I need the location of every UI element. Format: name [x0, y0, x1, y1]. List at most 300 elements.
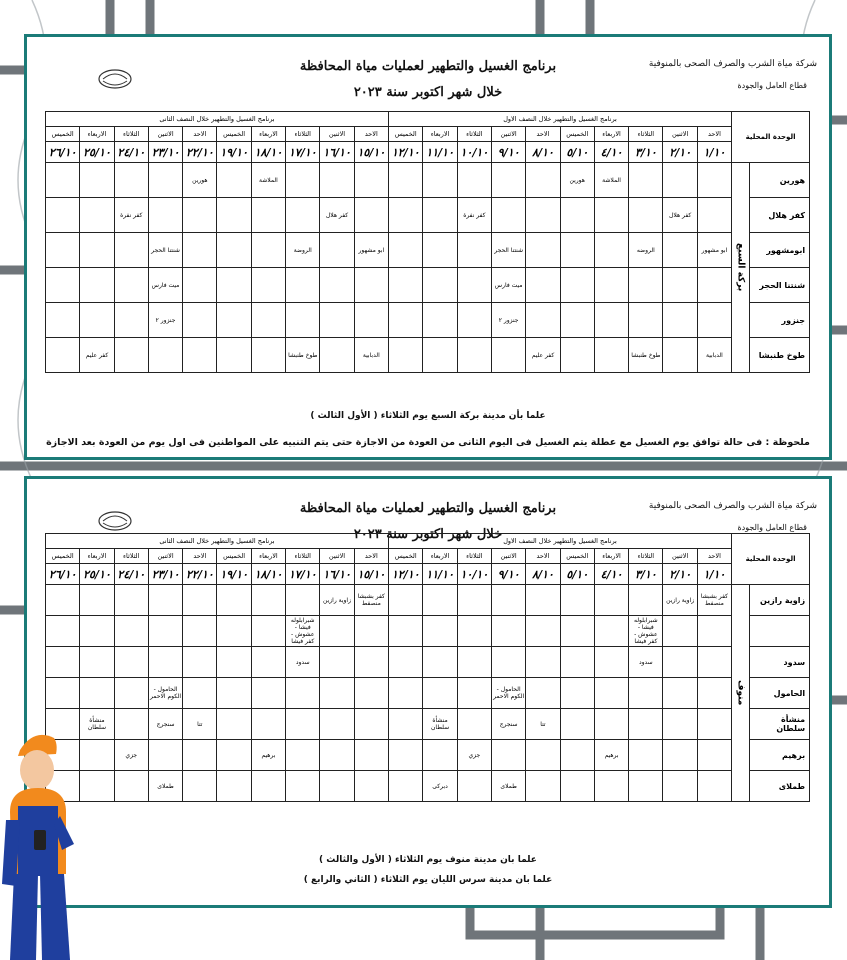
schedule-cell — [320, 616, 354, 647]
worker-illustration — [0, 724, 92, 960]
schedule-cell — [697, 268, 731, 303]
schedule-cell — [594, 303, 628, 338]
schedule-cell — [320, 709, 354, 740]
schedule-cell: برهيم — [594, 740, 628, 771]
schedule-cell — [697, 198, 731, 233]
day-header: الخميس — [388, 549, 422, 564]
group-name: بركة السبع — [732, 163, 750, 373]
group-name: منوف — [732, 585, 750, 802]
schedule-cell — [457, 647, 491, 678]
schedule-cell — [354, 709, 388, 740]
schedule-cell — [423, 268, 457, 303]
schedule-cell — [80, 163, 114, 198]
schedule-cell — [114, 647, 148, 678]
schedule-cell — [492, 616, 526, 647]
schedule-cell — [629, 163, 663, 198]
schedule-cell — [388, 771, 422, 802]
schedule-cell — [286, 198, 320, 233]
schedule-cell — [183, 585, 217, 616]
schedule-cell — [286, 163, 320, 198]
day-header: الاحد — [526, 127, 560, 142]
date-header: ٢٤/١٠ — [114, 564, 148, 585]
unit-name — [750, 616, 810, 647]
schedule-cell — [457, 771, 491, 802]
schedule-cell — [629, 771, 663, 802]
schedule-cell: شبرابلوله فيشا - عشوش - كفر فيشا — [286, 616, 320, 647]
schedule-cell — [388, 678, 422, 709]
schedule-cell — [148, 616, 182, 647]
schedule-cell — [560, 338, 594, 373]
schedule-cell — [629, 678, 663, 709]
date-header: ١٩/١٠ — [217, 564, 251, 585]
schedule-cell — [217, 268, 251, 303]
date-header: ١٧/١٠ — [286, 564, 320, 585]
holiday-note: ملحوظة : فى حالة توافق يوم الغسيل مع عطلة يتم الغسيل فى اليوم الثانى من العودة من الاجازة حتى يتم التنبيه على المواطنين فى اول يوم من العودة بعد الاجازة — [46, 437, 810, 448]
table-row — [46, 616, 810, 647]
schedule-cell — [286, 268, 320, 303]
sector-name: قطاع العامل والجودة — [737, 81, 807, 90]
schedule-cell — [594, 233, 628, 268]
day-header: الخميس — [560, 127, 594, 142]
date-header: ٢٣/١٠ — [148, 142, 182, 163]
page-subtitle: خلال شهر اكتوبر سنة ٢٠٢٣ — [353, 85, 503, 100]
schedule-cell: ابو مشهور — [697, 233, 731, 268]
schedule-cell — [114, 616, 148, 647]
date-header: ١٧/١٠ — [286, 142, 320, 163]
unit-column-header: الوحدة المحلية — [732, 534, 810, 585]
schedule-cell — [560, 771, 594, 802]
schedule-cell — [114, 771, 148, 802]
schedule-cell — [526, 647, 560, 678]
day-header: الاربعاء — [594, 127, 628, 142]
schedule-cell — [663, 740, 697, 771]
schedule-cell — [697, 709, 731, 740]
schedule-cell: زاوية رازين — [320, 585, 354, 616]
schedule-cell — [492, 740, 526, 771]
schedule-cell: طوخ طنبشا — [629, 338, 663, 373]
first-half-header: برنامج الغسيل والتطهير خلال النصف الاول — [388, 534, 731, 549]
schedule-cell — [46, 163, 80, 198]
schedule-cell — [526, 198, 560, 233]
schedule-cell — [594, 771, 628, 802]
city-note: علما بأن مدينة بركة السبع يوم الثلاثاء ( الأول الثالث ) — [310, 411, 546, 421]
day-header: الاثنين — [320, 549, 354, 564]
schedule-cell: برهيم — [251, 740, 285, 771]
schedule-cell — [251, 338, 285, 373]
schedule-cell: جزي — [114, 740, 148, 771]
first-half-header: برنامج الغسيل والتطهير خلال النصف الاول — [388, 112, 731, 127]
schedule-cell — [251, 678, 285, 709]
schedule-cell — [183, 678, 217, 709]
schedule-cell — [560, 709, 594, 740]
day-header: الاربعاء — [80, 127, 114, 142]
schedule-cell — [423, 198, 457, 233]
schedule-cell — [320, 163, 354, 198]
day-header: الثلاثاء — [286, 549, 320, 564]
schedule-cell — [457, 338, 491, 373]
schedule-cell — [457, 163, 491, 198]
schedule-cell — [286, 709, 320, 740]
schedule-cell — [251, 198, 285, 233]
schedule-cell: شنتنا الحجر — [492, 233, 526, 268]
schedule-cell — [388, 233, 422, 268]
schedule-cell — [354, 616, 388, 647]
date-header: ١١/١٠ — [423, 564, 457, 585]
schedule-cell — [183, 303, 217, 338]
schedule-cell — [629, 268, 663, 303]
schedule-cell — [697, 163, 731, 198]
page-title: برنامج الغسيل والتطهير لعمليات مياة المحافظة — [299, 501, 557, 516]
schedule-cell — [560, 678, 594, 709]
day-header: الخميس — [388, 127, 422, 142]
schedule-cell: كفر بشبشا منصفط — [354, 585, 388, 616]
schedule-cell — [526, 678, 560, 709]
date-header: ٢٥/١٠ — [80, 142, 114, 163]
unit-name: ابومشهور — [750, 233, 810, 268]
schedule-cell — [594, 198, 628, 233]
schedule-cell: كفر نفرة — [457, 198, 491, 233]
schedule-cell — [320, 678, 354, 709]
date-header: ٢٢/١٠ — [183, 142, 217, 163]
schedule-cell — [560, 647, 594, 678]
schedule-cell: الملاشة — [594, 163, 628, 198]
day-header: الثلاثاء — [457, 127, 491, 142]
day-header: الخميس — [217, 127, 251, 142]
company-name: شركة مياة الشرب والصرف الصحى بالمنوفية — [648, 59, 817, 69]
schedule-cell: هورين — [183, 163, 217, 198]
day-header: الخميس — [217, 549, 251, 564]
schedule-cell — [114, 678, 148, 709]
schedule-cell — [183, 771, 217, 802]
schedule-cell — [320, 740, 354, 771]
schedule-cell — [423, 616, 457, 647]
schedule-cell — [594, 268, 628, 303]
schedule-cell: الملاشة — [251, 163, 285, 198]
schedule-cell: كفر عليم — [80, 338, 114, 373]
schedule-cell — [183, 740, 217, 771]
schedule-cell — [594, 709, 628, 740]
table-row — [46, 198, 810, 233]
schedule-cell — [114, 338, 148, 373]
schedule-cell: جنزور ٢ — [492, 303, 526, 338]
day-header: الاثنين — [663, 549, 697, 564]
table-row — [46, 678, 810, 709]
schedule-cell — [320, 771, 354, 802]
schedule-cell — [320, 647, 354, 678]
schedule-cell — [354, 268, 388, 303]
date-header: ١٩/١٠ — [217, 142, 251, 163]
schedule-cell — [663, 268, 697, 303]
schedule-cell — [80, 585, 114, 616]
schedule-cell — [114, 268, 148, 303]
date-header: ٥/١٠ — [560, 142, 594, 163]
date-header: ١١/١٠ — [423, 142, 457, 163]
date-header: ١٨/١٠ — [251, 142, 285, 163]
company-name: شركة مياة الشرب والصرف الصحى بالمنوفية — [648, 501, 817, 511]
schedule-cell — [80, 268, 114, 303]
schedule-table — [45, 533, 810, 802]
date-header: ٢٢/١٠ — [183, 564, 217, 585]
schedule-cell — [423, 303, 457, 338]
schedule-cell — [80, 303, 114, 338]
day-header: الاربعاء — [423, 127, 457, 142]
second-half-header: برنامج الغسيل والتطهير خلال النصف الثانى — [46, 112, 389, 127]
date-header: ١٠/١٠ — [457, 564, 491, 585]
day-header: الثلاثاء — [629, 549, 663, 564]
unit-name: شنتنا الحجر — [750, 268, 810, 303]
date-header: ٢٦/١٠ — [46, 564, 80, 585]
schedule-cell — [492, 198, 526, 233]
table-row — [46, 163, 810, 198]
schedule-cell — [251, 585, 285, 616]
schedule-cell — [663, 647, 697, 678]
schedule-cell — [251, 771, 285, 802]
date-header: ١٥/١٠ — [354, 142, 388, 163]
schedule-cell — [354, 163, 388, 198]
schedule-cell — [423, 585, 457, 616]
schedule-cell: طملاى — [148, 771, 182, 802]
schedule-cell — [526, 268, 560, 303]
day-header: الثلاثاء — [114, 549, 148, 564]
day-header: الاربعاء — [594, 549, 628, 564]
schedule-cell: الحامول - الكوم الاحمر — [148, 678, 182, 709]
schedule-cell — [46, 268, 80, 303]
schedule-cell — [560, 303, 594, 338]
unit-name: برهيم — [750, 740, 810, 771]
day-header: الاثنين — [320, 127, 354, 142]
schedule-cell: كفر هلال — [663, 198, 697, 233]
schedule-cell — [388, 647, 422, 678]
schedule-cell — [183, 233, 217, 268]
date-header: ٢٤/١٠ — [114, 142, 148, 163]
date-header: ٣/١٠ — [629, 564, 663, 585]
day-header: الخميس — [560, 549, 594, 564]
schedule-cell: منشأة سلطان — [423, 709, 457, 740]
date-header: ١٨/١٠ — [251, 564, 285, 585]
schedule-cell — [251, 268, 285, 303]
schedule-sheet-2 — [24, 476, 832, 908]
schedule-cell — [388, 616, 422, 647]
day-header: الثلاثاء — [114, 127, 148, 142]
table-row — [46, 303, 810, 338]
schedule-cell — [183, 268, 217, 303]
unit-name: الحامول — [750, 678, 810, 709]
date-header: ٩/١٠ — [492, 142, 526, 163]
schedule-cell: كفر نفرة — [114, 198, 148, 233]
day-header: الاحد — [697, 127, 731, 142]
schedule-cell — [388, 709, 422, 740]
unit-name: كفر هلال — [750, 198, 810, 233]
schedule-cell: كفر عليم — [526, 338, 560, 373]
date-header: ٢٥/١٠ — [80, 564, 114, 585]
schedule-sheet-1 — [24, 34, 832, 460]
sector-name: قطاع العامل والجودة — [737, 523, 807, 532]
unit-column-header: الوحدة المحلية — [732, 112, 810, 163]
schedule-cell — [46, 678, 80, 709]
date-header: ١٦/١٠ — [320, 564, 354, 585]
schedule-cell — [663, 233, 697, 268]
page-subtitle: خلال شهر اكتوبر سنة ٢٠٢٣ — [353, 527, 503, 542]
schedule-cell — [697, 303, 731, 338]
date-header: ٢٦/١٠ — [46, 142, 80, 163]
schedule-cell — [560, 585, 594, 616]
day-header: الاربعاء — [80, 549, 114, 564]
schedule-cell — [320, 303, 354, 338]
day-header: الاحد — [354, 549, 388, 564]
date-header: ٥/١٠ — [560, 564, 594, 585]
schedule-cell — [80, 678, 114, 709]
schedule-cell — [526, 303, 560, 338]
date-header: ١٢/١٠ — [388, 142, 422, 163]
schedule-cell — [457, 303, 491, 338]
schedule-cell — [217, 585, 251, 616]
schedule-cell: ابو مشهور — [354, 233, 388, 268]
schedule-cell — [114, 163, 148, 198]
unit-name: منشأة سلطان — [750, 709, 810, 740]
unit-name: هورين — [750, 163, 810, 198]
schedule-cell — [320, 268, 354, 303]
date-header: ٢/١٠ — [663, 142, 697, 163]
schedule-cell — [251, 647, 285, 678]
city-note-2: علما بان مدينة سرس الليان يوم الثلاثاء ( الثاني والرابع ) — [303, 875, 553, 885]
day-header: الاحد — [697, 549, 731, 564]
schedule-cell — [697, 771, 731, 802]
schedule-cell — [560, 233, 594, 268]
day-header: الاربعاء — [423, 549, 457, 564]
schedule-cell — [183, 338, 217, 373]
schedule-cell — [697, 740, 731, 771]
schedule-cell — [457, 616, 491, 647]
date-header: ٩/١٠ — [492, 564, 526, 585]
schedule-cell: سنجرج — [492, 709, 526, 740]
schedule-cell — [217, 647, 251, 678]
schedule-cell — [46, 616, 80, 647]
day-header: الثلاثاء — [286, 127, 320, 142]
schedule-cell — [354, 740, 388, 771]
schedule-cell — [217, 233, 251, 268]
schedule-cell — [354, 198, 388, 233]
date-header: ١٠/١٠ — [457, 142, 491, 163]
schedule-cell — [388, 163, 422, 198]
schedule-cell — [663, 678, 697, 709]
unit-name: طوخ طنبشا — [750, 338, 810, 373]
schedule-cell — [492, 163, 526, 198]
schedule-cell — [457, 709, 491, 740]
schedule-cell — [286, 585, 320, 616]
schedule-cell — [217, 740, 251, 771]
schedule-cell — [148, 163, 182, 198]
schedule-cell — [354, 678, 388, 709]
schedule-cell — [526, 740, 560, 771]
schedule-cell — [388, 585, 422, 616]
schedule-cell — [217, 616, 251, 647]
schedule-cell — [663, 338, 697, 373]
schedule-cell — [114, 303, 148, 338]
schedule-cell — [423, 338, 457, 373]
schedule-cell — [148, 338, 182, 373]
date-header: ١٦/١٠ — [320, 142, 354, 163]
schedule-cell — [560, 198, 594, 233]
day-header: الاثنين — [148, 549, 182, 564]
schedule-cell — [217, 338, 251, 373]
table-row — [46, 233, 810, 268]
schedule-cell — [286, 771, 320, 802]
schedule-cell — [526, 616, 560, 647]
schedule-cell — [457, 233, 491, 268]
day-header: الاثنين — [148, 127, 182, 142]
day-header: الاربعاء — [251, 549, 285, 564]
table-row — [46, 740, 810, 771]
schedule-cell — [80, 198, 114, 233]
schedule-cell: تتا — [183, 709, 217, 740]
schedule-cell — [217, 709, 251, 740]
date-header: ١٢/١٠ — [388, 564, 422, 585]
schedule-cell — [354, 771, 388, 802]
table-row — [46, 585, 810, 616]
schedule-cell: الدبابية — [697, 338, 731, 373]
date-header: ٢/١٠ — [663, 564, 697, 585]
schedule-cell: طملاى — [492, 771, 526, 802]
date-header: ٢٣/١٠ — [148, 564, 182, 585]
schedule-cell — [80, 233, 114, 268]
schedule-cell: الروضة — [286, 233, 320, 268]
schedule-table — [45, 111, 810, 373]
schedule-cell: منشأة سلطان — [80, 709, 114, 740]
schedule-cell — [46, 233, 80, 268]
schedule-cell — [114, 233, 148, 268]
schedule-cell: ميت فارس — [492, 268, 526, 303]
schedule-cell — [114, 709, 148, 740]
schedule-cell — [526, 233, 560, 268]
schedule-cell — [663, 303, 697, 338]
schedule-cell — [560, 616, 594, 647]
schedule-cell — [492, 338, 526, 373]
unit-name: زاوية رازين — [750, 585, 810, 616]
schedule-cell — [251, 233, 285, 268]
schedule-cell — [423, 233, 457, 268]
date-header: ١٥/١٠ — [354, 564, 388, 585]
schedule-cell — [217, 771, 251, 802]
schedule-cell — [457, 585, 491, 616]
sheet-header — [27, 37, 829, 107]
schedule-cell — [594, 647, 628, 678]
table-row — [46, 647, 810, 678]
schedule-cell: جزي — [457, 740, 491, 771]
schedule-cell — [697, 647, 731, 678]
schedule-cell — [46, 303, 80, 338]
schedule-cell: سدود — [286, 647, 320, 678]
schedule-cell — [629, 198, 663, 233]
date-header: ١/١٠ — [697, 142, 731, 163]
schedule-cell — [320, 338, 354, 373]
schedule-cell — [388, 303, 422, 338]
schedule-cell — [46, 338, 80, 373]
city-note: علما بان مدينة منوف يوم الثلاثاء ( الأول والثالث ) — [319, 855, 537, 865]
schedule-cell — [492, 585, 526, 616]
schedule-cell — [663, 709, 697, 740]
schedule-cell — [286, 740, 320, 771]
day-header: الاحد — [526, 549, 560, 564]
schedule-cell: الدبابية — [354, 338, 388, 373]
schedule-cell: شبرابلوله فيشا - عشوش - كفر فيشا — [629, 616, 663, 647]
schedule-cell: طوخ طنبشا — [286, 338, 320, 373]
table-row — [46, 709, 810, 740]
table-row — [46, 771, 810, 802]
schedule-cell: كفر هلال — [320, 198, 354, 233]
schedule-cell — [183, 647, 217, 678]
schedule-cell — [663, 616, 697, 647]
day-header: الاربعاء — [251, 127, 285, 142]
